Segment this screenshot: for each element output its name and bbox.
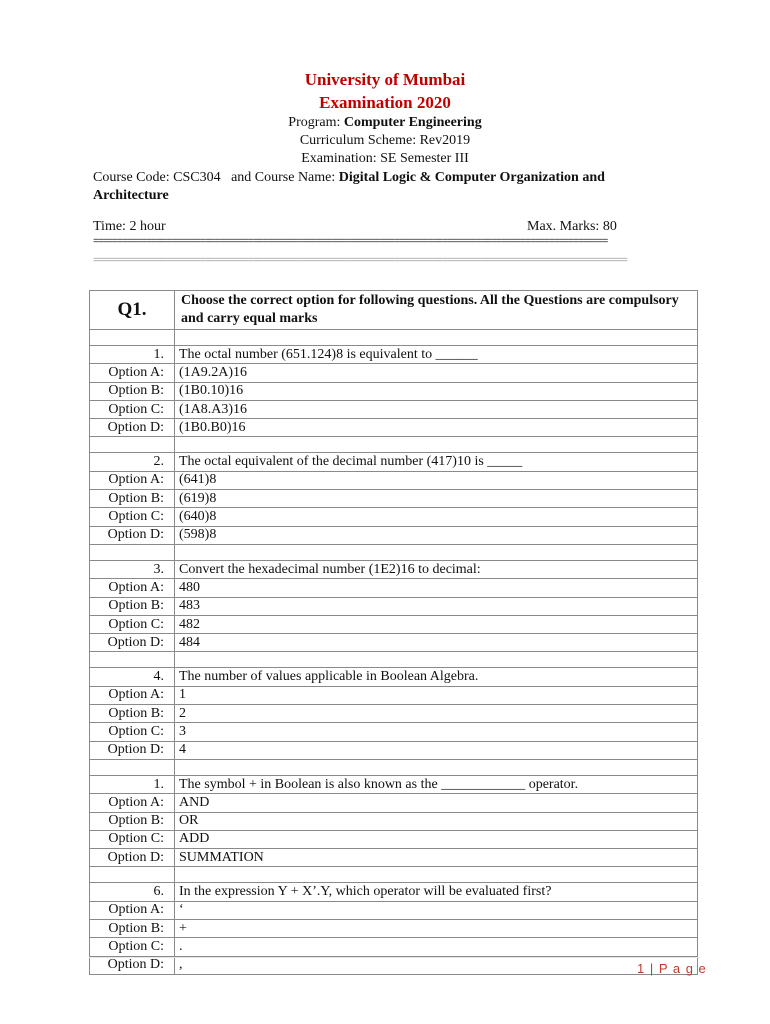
- spacer-cell: [90, 652, 175, 668]
- option-text: (640)8: [175, 508, 698, 526]
- option-text: 482: [175, 615, 698, 633]
- option-text: 4: [175, 741, 698, 759]
- spacer-row: [90, 437, 698, 453]
- option-text: SUMMATION: [175, 849, 698, 867]
- option-text: (598)8: [175, 526, 698, 544]
- spacer-row: [90, 867, 698, 883]
- spacer-cell: [90, 330, 175, 346]
- question-row: [90, 560, 698, 578]
- spacer-row: [90, 759, 698, 775]
- option-text: (1B0.10)16: [175, 382, 698, 400]
- spacer-cell: [90, 867, 175, 883]
- spacer-cell: [175, 544, 698, 560]
- option-label: Option D:: [90, 956, 175, 974]
- option-row: [90, 794, 698, 812]
- question-text: The octal number (651.124)8 is equivalent to ______: [175, 346, 698, 364]
- option-label: Option A:: [90, 901, 175, 919]
- program-label: Program:: [288, 115, 344, 130]
- option-row: [90, 400, 698, 418]
- option-label: Option B:: [90, 705, 175, 723]
- option-label: Option A:: [90, 364, 175, 382]
- spacer-cell: [175, 867, 698, 883]
- question-text: The number of values applicable in Boolean Algebra.: [175, 668, 698, 686]
- option-label: Option C:: [90, 508, 175, 526]
- course-name: Digital Logic & Computer Organization and Architecture: [93, 170, 605, 203]
- spacer-row: [90, 544, 698, 560]
- university-title: University of Mumbai: [304, 70, 466, 89]
- spacer-cell: [175, 652, 698, 668]
- section-label: Q1.: [90, 291, 175, 330]
- option-row: [90, 812, 698, 830]
- option-label: Option C:: [90, 400, 175, 418]
- option-label: Option A:: [90, 794, 175, 812]
- option-text: (641)8: [175, 471, 698, 489]
- option-text: 484: [175, 634, 698, 652]
- curriculum-scheme: Curriculum Scheme: Rev2019: [299, 133, 471, 148]
- page-number: 1 | P a g e: [637, 961, 707, 976]
- option-text: ,: [175, 956, 698, 974]
- spacer-row: [90, 652, 698, 668]
- footer-divider: [89, 957, 700, 958]
- spacer-row: [90, 330, 698, 346]
- question-number: 3.: [90, 560, 175, 578]
- spacer-cell: [90, 437, 175, 453]
- question-text: In the expression Y + X’.Y, which operator will be evaluated first?: [175, 883, 698, 901]
- separator-rule: ==========================================================================================================: [93, 237, 608, 248]
- question-row: [90, 668, 698, 686]
- option-label: Option A:: [90, 471, 175, 489]
- option-row: [90, 471, 698, 489]
- question-row: [90, 453, 698, 471]
- option-row: [90, 526, 698, 544]
- option-label: Option C:: [90, 723, 175, 741]
- option-row: [90, 956, 698, 974]
- option-label: Option C:: [90, 615, 175, 633]
- option-text: 2: [175, 705, 698, 723]
- option-row: [90, 723, 698, 741]
- option-text: 1: [175, 686, 698, 704]
- option-text: +: [175, 920, 698, 938]
- separator-rule-faint: ==============================================================================================================: [93, 256, 627, 267]
- question-row: [90, 346, 698, 364]
- option-row: [90, 938, 698, 956]
- spacer-cell: [90, 544, 175, 560]
- option-text: 3: [175, 723, 698, 741]
- option-text: AND: [175, 794, 698, 812]
- course-line: [93, 169, 663, 205]
- option-row: [90, 490, 698, 508]
- spacer-cell: [175, 759, 698, 775]
- question-row: [90, 775, 698, 793]
- course-code: Course Code: CSC304 and Course Name:: [93, 170, 339, 185]
- option-row: [90, 364, 698, 382]
- examination-line: Examination: SE Semester III: [301, 151, 469, 166]
- option-text: ADD: [175, 830, 698, 848]
- max-marks: Max. Marks: 80: [527, 219, 617, 234]
- option-label: Option B:: [90, 812, 175, 830]
- exam-time: Time: 2 hour: [93, 219, 166, 234]
- option-label: Option D:: [90, 419, 175, 437]
- option-label: Option A:: [90, 686, 175, 704]
- question-text: The octal equivalent of the decimal number (417)10 is _____: [175, 453, 698, 471]
- option-row: [90, 634, 698, 652]
- option-label: Option D:: [90, 849, 175, 867]
- option-label: Option B:: [90, 920, 175, 938]
- section-instruction: Choose the correct option for following questions. All the Questions are compulsory and carry equal marks: [175, 291, 698, 330]
- option-row: [90, 508, 698, 526]
- spacer-cell: [90, 759, 175, 775]
- option-row: [90, 419, 698, 437]
- question-text: The symbol + in Boolean is also known as the ____________ operator.: [175, 775, 698, 793]
- option-label: Option B:: [90, 597, 175, 615]
- option-row: [90, 920, 698, 938]
- exam-title: Examination 2020: [319, 93, 451, 112]
- question-number: 4.: [90, 668, 175, 686]
- option-label: Option B:: [90, 490, 175, 508]
- option-row: [90, 705, 698, 723]
- option-text: 483: [175, 597, 698, 615]
- option-label: Option A:: [90, 579, 175, 597]
- option-row: [90, 830, 698, 848]
- option-label: Option D:: [90, 634, 175, 652]
- option-row: [90, 901, 698, 919]
- question-table: [89, 290, 698, 975]
- option-text: (1A9.2A)16: [175, 364, 698, 382]
- program-line: [0, 114, 770, 132]
- section-header-row: [90, 291, 698, 330]
- option-row: [90, 597, 698, 615]
- option-text: ‘: [175, 901, 698, 919]
- question-number: 1.: [90, 775, 175, 793]
- option-text: 480: [175, 579, 698, 597]
- option-row: [90, 382, 698, 400]
- option-text: (1B0.B0)16: [175, 419, 698, 437]
- option-row: [90, 741, 698, 759]
- option-label: Option D:: [90, 741, 175, 759]
- option-label: Option D:: [90, 526, 175, 544]
- option-row: [90, 686, 698, 704]
- question-row: [90, 883, 698, 901]
- question-number: 6.: [90, 883, 175, 901]
- option-row: [90, 615, 698, 633]
- option-row: [90, 579, 698, 597]
- option-text: (619)8: [175, 490, 698, 508]
- spacer-cell: [175, 437, 698, 453]
- question-text: Convert the hexadecimal number (1E2)16 to decimal:: [175, 560, 698, 578]
- option-label: Option C:: [90, 830, 175, 848]
- option-label: Option B:: [90, 382, 175, 400]
- question-number: 2.: [90, 453, 175, 471]
- option-text: OR: [175, 812, 698, 830]
- question-number: 1.: [90, 346, 175, 364]
- option-text: (1A8.A3)16: [175, 400, 698, 418]
- option-row: [90, 849, 698, 867]
- spacer-cell: [175, 330, 698, 346]
- option-text: .: [175, 938, 698, 956]
- program-value: Computer Engineering: [343, 115, 482, 130]
- option-label: Option C:: [90, 938, 175, 956]
